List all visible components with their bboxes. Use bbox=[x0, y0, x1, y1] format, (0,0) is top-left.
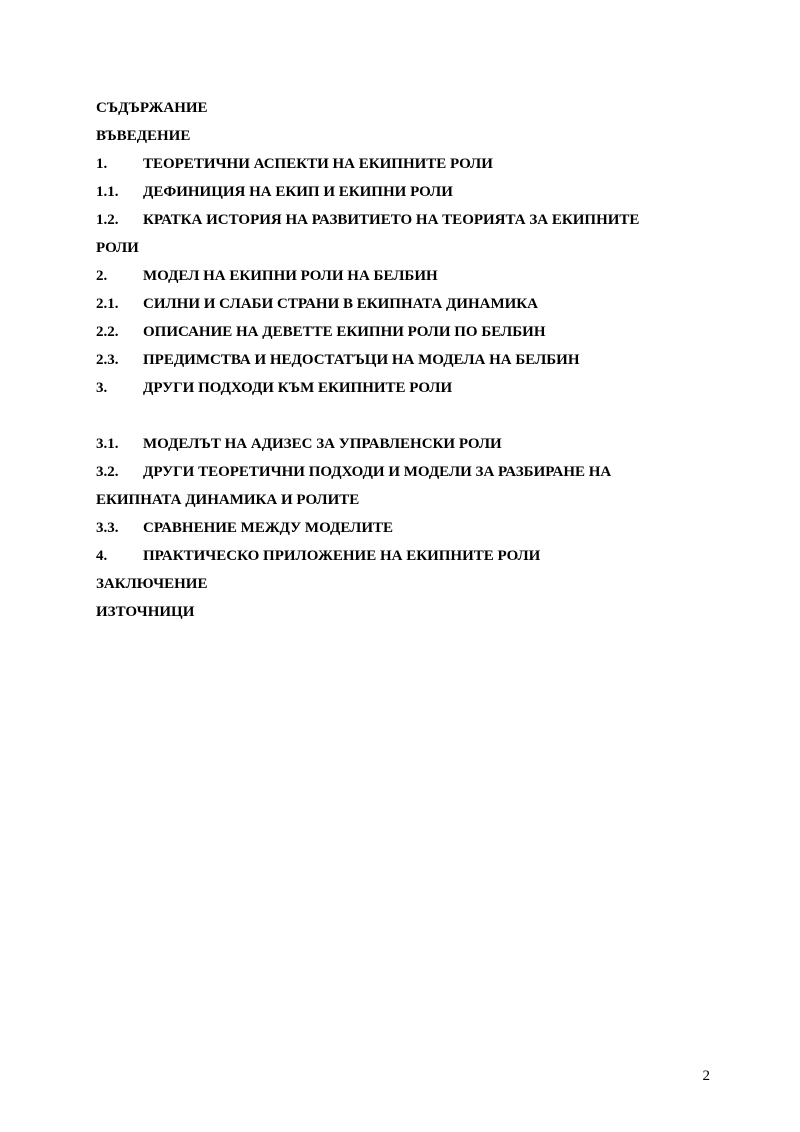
toc-item-3-1 bbox=[96, 430, 716, 458]
toc-item-number: 1. bbox=[96, 156, 108, 172]
toc-item-number: 1.1. bbox=[96, 184, 119, 200]
toc-item-number: 2.3. bbox=[96, 352, 119, 368]
toc-item-2-1 bbox=[96, 290, 716, 318]
toc-item-number: 2.1. bbox=[96, 296, 119, 312]
toc-item-conclusion-text: ЗАКЛЮЧЕНИЕ bbox=[96, 576, 208, 592]
toc-item-number: 2.2. bbox=[96, 324, 119, 340]
table-of-contents bbox=[96, 94, 716, 626]
toc-item-2-3 bbox=[96, 346, 716, 374]
toc-item-text: СРАВНЕНИЕ МЕЖДУ МОДЕЛИТЕ bbox=[143, 520, 393, 536]
toc-item-1 bbox=[96, 150, 716, 178]
toc-item-introduction-text: ВЪВЕДЕНИЕ bbox=[96, 128, 191, 144]
toc-item-3-2 bbox=[96, 458, 716, 486]
toc-item-1-2 bbox=[96, 206, 716, 234]
toc-item-continuation-text: РОЛИ bbox=[96, 240, 139, 256]
toc-item-number: 3. bbox=[96, 380, 108, 396]
toc-item-text: МОДЕЛЪТ НА АДИЗЕС ЗА УПРАВЛЕНСКИ РОЛИ bbox=[143, 436, 502, 452]
toc-heading-text: СЪДЪРЖАНИЕ bbox=[96, 100, 208, 116]
toc-blank-line bbox=[96, 402, 716, 430]
toc-item-sources-text: ИЗТОЧНИЦИ bbox=[96, 604, 195, 620]
toc-item-introduction bbox=[96, 122, 716, 150]
toc-item-sources bbox=[96, 598, 716, 626]
toc-item-1-2-continuation bbox=[96, 234, 716, 262]
toc-item-conclusion bbox=[96, 570, 716, 598]
toc-item-text: ДЕФИНИЦИЯ НА ЕКИП И ЕКИПНИ РОЛИ bbox=[143, 184, 453, 200]
toc-item-number: 2. bbox=[96, 268, 108, 284]
toc-item-text: ТЕОРЕТИЧНИ АСПЕКТИ НА ЕКИПНИТЕ РОЛИ bbox=[143, 156, 493, 172]
toc-item-number: 3.3. bbox=[96, 520, 119, 536]
toc-item-2 bbox=[96, 262, 716, 290]
toc-item-2-2 bbox=[96, 318, 716, 346]
toc-item-number: 1.2. bbox=[96, 212, 119, 228]
toc-item-continuation-text: ЕКИПНАТА ДИНАМИКА И РОЛИТЕ bbox=[96, 492, 360, 508]
toc-item-text: ДРУГИ ТЕОРЕТИЧНИ ПОДХОДИ И МОДЕЛИ ЗА РАЗБИРАНЕ НА bbox=[143, 464, 612, 480]
toc-item-text: ДРУГИ ПОДХОДИ КЪМ ЕКИПНИТЕ РОЛИ bbox=[143, 380, 453, 396]
toc-item-1-1 bbox=[96, 178, 716, 206]
toc-item-text: ПРАКТИЧЕСКО ПРИЛОЖЕНИЕ НА ЕКИПНИТЕ РОЛИ bbox=[143, 548, 541, 564]
page-number: 2 bbox=[702, 1068, 710, 1084]
toc-item-text: ПРЕДИМСТВА И НЕДОСТАТЪЦИ НА МОДЕЛА НА БЕЛБИН bbox=[143, 352, 580, 368]
toc-item-text: ОПИСАНИЕ НА ДЕВЕТТЕ ЕКИПНИ РОЛИ ПО БЕЛБИН bbox=[143, 324, 546, 340]
toc-item-3 bbox=[96, 374, 716, 402]
toc-heading bbox=[96, 94, 716, 122]
toc-item-3-2-continuation bbox=[96, 486, 716, 514]
toc-item-number: 3.1. bbox=[96, 436, 119, 452]
toc-item-number: 4. bbox=[96, 548, 108, 564]
toc-item-text: КРАТКА ИСТОРИЯ НА РАЗВИТИЕТО НА ТЕОРИЯТА ЗА ЕКИПНИТЕ bbox=[143, 212, 640, 228]
toc-item-text: МОДЕЛ НА ЕКИПНИ РОЛИ НА БЕЛБИН bbox=[143, 268, 438, 284]
toc-item-3-3 bbox=[96, 514, 716, 542]
toc-item-text: СИЛНИ И СЛАБИ СТРАНИ В ЕКИПНАТА ДИНАМИКА bbox=[143, 296, 538, 312]
toc-item-4 bbox=[96, 542, 716, 570]
toc-item-number: 3.2. bbox=[96, 464, 119, 480]
